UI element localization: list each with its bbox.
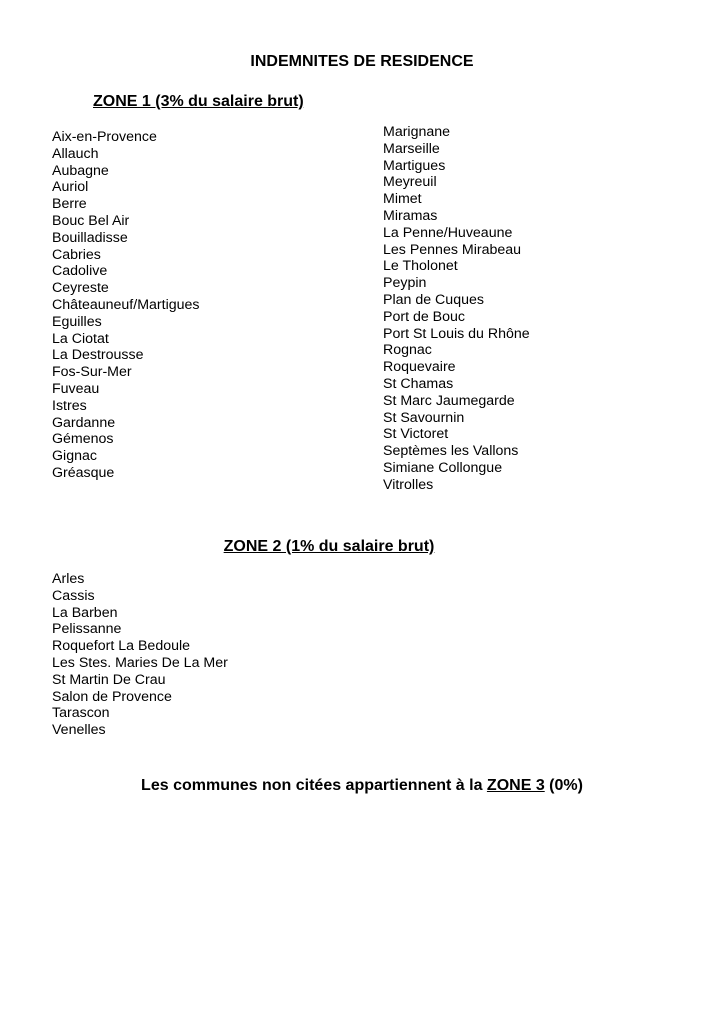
city-name: Rognac (383, 342, 432, 359)
city-name: Châteauneuf/Martigues (52, 296, 200, 313)
city-name: Meyreuil (383, 174, 437, 191)
city-name: St Martin De Crau (52, 671, 166, 688)
zone2-heading: ZONE 2 (1% du salaire brut) (223, 538, 435, 555)
city-name: Salon de Provence (52, 688, 172, 705)
city-name: Cassis (52, 587, 95, 604)
city-name: Fos-Sur-Mer (52, 364, 132, 381)
city-name: Istres (52, 397, 87, 414)
city-name: Arles (52, 571, 85, 587)
city-name: Roquevaire (383, 359, 456, 376)
city-name: Auriol (52, 179, 89, 196)
city-name: Roquefort La Bedoule (52, 638, 191, 655)
city-name: Martigues (383, 157, 446, 174)
city-name: St Savournin (383, 409, 465, 426)
city-name: Bouc Bel Air (52, 212, 130, 229)
city-name: La Barben (52, 604, 118, 621)
city-name: La Destrousse (52, 347, 144, 364)
city-name: St Chamas (383, 375, 454, 392)
zone3-note-prefix: Les communes non citées appartiennent à la (141, 777, 487, 794)
city-name: Gréasque (52, 464, 115, 481)
city-name: Allauch (52, 145, 99, 162)
city-name: La Ciotat (52, 330, 109, 347)
city-name: Septèmes les Vallons (383, 443, 519, 460)
city-name: Vitrolles (383, 476, 434, 493)
city-name: Eguilles (52, 313, 102, 330)
city-name: Venelles (52, 722, 106, 739)
zone1-left-city-list (52, 129, 200, 482)
city-name: Mimet (383, 191, 422, 208)
zone1-right-city-list (383, 124, 530, 494)
zone1-heading: ZONE 1 (3% du salaire brut) (93, 93, 304, 110)
city-name: Aix-en-Provence (52, 129, 157, 145)
city-name: St Victoret (383, 426, 449, 443)
document-title: INDEMNITES DE RESIDENCE (250, 53, 474, 70)
zone2-city-list (52, 571, 228, 739)
city-name: Gémenos (52, 431, 114, 448)
city-name: Gignac (52, 448, 97, 465)
city-name: Ceyreste (52, 280, 109, 297)
city-name: Le Tholonet (383, 258, 458, 275)
zone3-note (0, 776, 724, 796)
city-name: Cadolive (52, 263, 108, 280)
city-name: Les Stes. Maries De La Mer (52, 654, 228, 671)
city-name: La Penne/Huveaune (383, 224, 513, 241)
city-name: Miramas (383, 207, 438, 224)
city-name: Peypin (383, 275, 427, 292)
city-name: Port St Louis du Rhône (383, 325, 530, 342)
city-name: Marignane (383, 124, 451, 140)
city-name: St Marc Jaumegarde (383, 392, 515, 409)
city-name: Fuveau (52, 380, 100, 397)
city-name: Simiane Collongue (383, 459, 503, 476)
city-name: Cabries (52, 246, 101, 263)
city-name: Bouilladisse (52, 229, 128, 246)
zone3-note-suffix: (0%) (544, 777, 583, 794)
city-name: Plan de Cuques (383, 291, 484, 308)
city-name: Port de Bouc (383, 308, 466, 325)
city-name: Gardanne (52, 414, 116, 431)
city-name: Aubagne (52, 162, 109, 179)
city-name: Tarascon (52, 705, 110, 722)
city-name: Pelissanne (52, 621, 122, 638)
city-name: Berre (52, 196, 87, 213)
zone3-label: ZONE 3 (486, 777, 545, 794)
city-name: Les Pennes Mirabeau (383, 241, 522, 258)
city-name: Marseille (383, 140, 440, 157)
